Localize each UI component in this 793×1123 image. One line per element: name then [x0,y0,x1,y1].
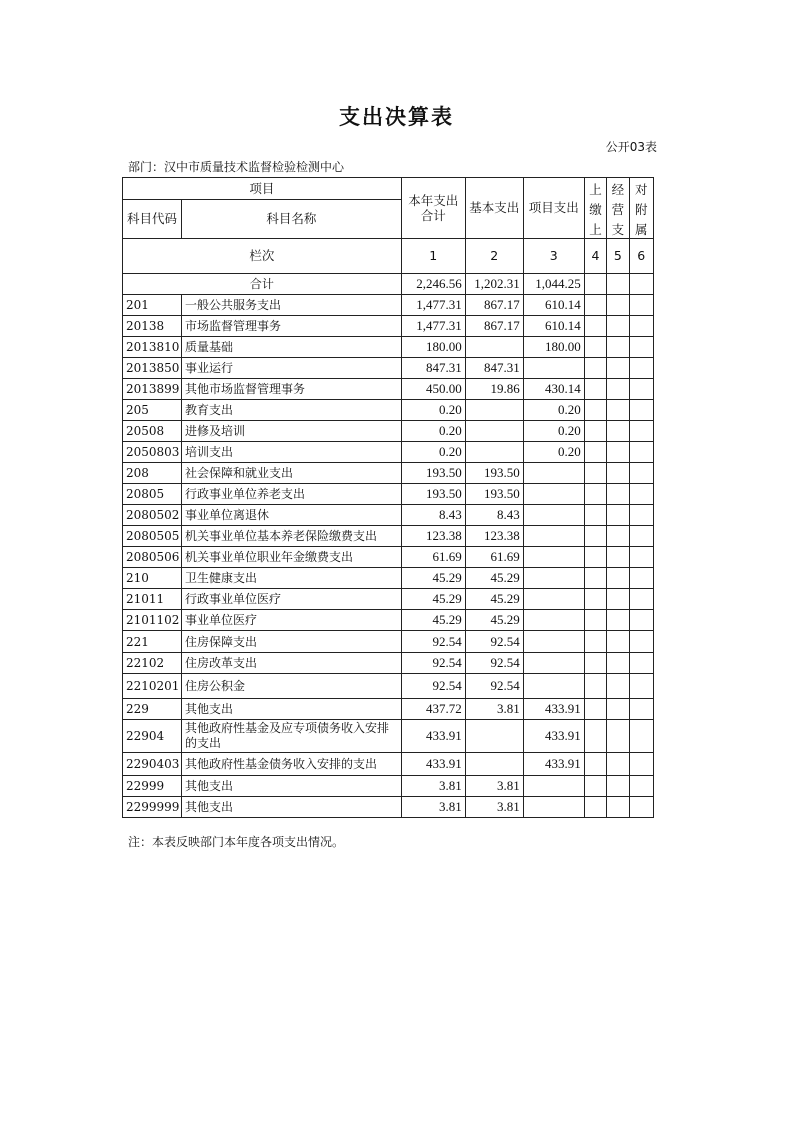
row-business [607,610,629,631]
row-name: 质量基础 [181,337,401,358]
row-basic [465,421,523,442]
row-project [523,505,584,526]
row-business [607,699,629,720]
row-name: 行政事业单位医疗 [181,589,401,610]
col-index-2: 2 [465,239,523,274]
row-upper [584,631,606,653]
row-code: 229 [123,699,182,720]
row-code: 2080505 [123,526,182,547]
col-index-5: 5 [607,239,629,274]
row-affiliated [629,653,653,674]
row-project [523,610,584,631]
row-total: 433.91 [401,753,465,776]
row-code: 2080506 [123,547,182,568]
table-row [123,753,654,776]
row-basic: 45.29 [465,568,523,589]
summary-affiliated [629,274,653,295]
row-project: 0.20 [523,400,584,421]
row-total: 45.29 [401,610,465,631]
row-upper [584,699,606,720]
table-row [123,463,654,484]
row-upper [584,589,606,610]
row-business [607,442,629,463]
summary-basic: 1,202.31 [465,274,523,295]
row-project [523,589,584,610]
summary-project: 1,044.25 [523,274,584,295]
header-project: 项目支出 [523,178,584,239]
row-project [523,526,584,547]
row-total: 1,477.31 [401,316,465,337]
row-business [607,421,629,442]
row-affiliated [629,547,653,568]
row-project: 0.20 [523,442,584,463]
row-basic [465,337,523,358]
row-name: 其他政府性基金债务收入安排的支出 [181,753,401,776]
row-project: 433.91 [523,753,584,776]
header-name: 科目名称 [181,200,401,239]
row-total: 180.00 [401,337,465,358]
row-total: 61.69 [401,547,465,568]
row-business [607,295,629,316]
row-project [523,463,584,484]
row-basic: 19.86 [465,379,523,400]
row-affiliated [629,316,653,337]
row-total: 193.50 [401,463,465,484]
summary-row [123,274,654,295]
row-name: 事业单位离退休 [181,505,401,526]
row-business [607,358,629,379]
row-basic: 193.50 [465,484,523,505]
table-row [123,547,654,568]
table-row [123,776,654,797]
row-affiliated [629,400,653,421]
row-upper [584,316,606,337]
row-code: 2290403 [123,753,182,776]
row-code: 2013850 [123,358,182,379]
table-row [123,400,654,421]
row-total: 92.54 [401,653,465,674]
row-affiliated [629,797,653,818]
summary-label: 合计 [123,274,402,295]
table-row [123,674,654,699]
row-project: 180.00 [523,337,584,358]
row-total: 45.29 [401,568,465,589]
row-business [607,797,629,818]
row-name: 其他支出 [181,776,401,797]
row-project: 430.14 [523,379,584,400]
row-basic: 123.38 [465,526,523,547]
table-row [123,797,654,818]
row-name: 卫生健康支出 [181,568,401,589]
row-total: 847.31 [401,358,465,379]
summary-upper [584,274,606,295]
summary-total: 2,246.56 [401,274,465,295]
row-upper [584,720,606,753]
row-upper [584,653,606,674]
row-code: 210 [123,568,182,589]
row-code: 20508 [123,421,182,442]
row-code: 201 [123,295,182,316]
row-name: 住房改革支出 [181,653,401,674]
row-business [607,568,629,589]
row-name: 其他支出 [181,797,401,818]
row-project: 433.91 [523,720,584,753]
row-business [607,484,629,505]
row-code: 22999 [123,776,182,797]
row-basic [465,442,523,463]
table-row [123,337,654,358]
row-name: 行政事业单位养老支出 [181,484,401,505]
row-total: 193.50 [401,484,465,505]
row-affiliated [629,463,653,484]
table-row [123,631,654,653]
row-basic: 8.43 [465,505,523,526]
header-total: 本年支出合计 [401,178,465,239]
row-code: 2013810 [123,337,182,358]
row-business [607,400,629,421]
row-code: 205 [123,400,182,421]
row-basic [465,400,523,421]
table-row [123,610,654,631]
row-total: 92.54 [401,631,465,653]
row-affiliated [629,442,653,463]
row-total: 0.20 [401,421,465,442]
row-upper [584,797,606,818]
row-code: 22102 [123,653,182,674]
row-basic: 92.54 [465,631,523,653]
header-item: 项目 [123,178,402,200]
row-code: 2101102 [123,610,182,631]
row-upper [584,421,606,442]
table-row [123,568,654,589]
row-total: 433.91 [401,720,465,753]
summary-business [607,274,629,295]
row-affiliated [629,631,653,653]
row-project [523,568,584,589]
row-name: 培训支出 [181,442,401,463]
row-affiliated [629,589,653,610]
table-row [123,379,654,400]
row-business [607,753,629,776]
header-basic: 基本支出 [465,178,523,239]
row-name: 机关事业单位基本养老保险缴费支出 [181,526,401,547]
row-basic: 3.81 [465,776,523,797]
row-project [523,484,584,505]
row-name: 进修及培训 [181,421,401,442]
row-name: 住房公积金 [181,674,401,699]
row-total: 92.54 [401,674,465,699]
row-name: 其他支出 [181,699,401,720]
row-business [607,547,629,568]
row-name: 其他市场监督管理事务 [181,379,401,400]
row-name: 一般公共服务支出 [181,295,401,316]
row-affiliated [629,295,653,316]
row-total: 1,477.31 [401,295,465,316]
row-upper [584,337,606,358]
row-project: 610.14 [523,295,584,316]
row-affiliated [629,610,653,631]
row-name: 事业单位医疗 [181,610,401,631]
row-business [607,653,629,674]
row-affiliated [629,484,653,505]
row-affiliated [629,505,653,526]
row-name: 事业运行 [181,358,401,379]
row-project [523,358,584,379]
table-row [123,484,654,505]
row-basic: 92.54 [465,674,523,699]
row-business [607,674,629,699]
table-row [123,653,654,674]
row-name: 住房保障支出 [181,631,401,653]
row-basic: 3.81 [465,797,523,818]
table-row [123,442,654,463]
row-upper [584,295,606,316]
row-total: 0.20 [401,400,465,421]
table-row [123,505,654,526]
row-basic [465,720,523,753]
row-affiliated [629,358,653,379]
header-row-label: 栏次 [123,239,402,274]
row-code: 221 [123,631,182,653]
row-affiliated [629,526,653,547]
row-affiliated [629,421,653,442]
table-row [123,589,654,610]
row-code: 2210201 [123,674,182,699]
row-project [523,547,584,568]
row-affiliated [629,720,653,753]
expenditure-table [122,177,654,818]
row-code: 2050803 [123,442,182,463]
row-business [607,463,629,484]
row-total: 3.81 [401,797,465,818]
row-upper [584,674,606,699]
row-basic: 867.17 [465,295,523,316]
row-name: 市场监督管理事务 [181,316,401,337]
row-code: 20138 [123,316,182,337]
table-row [123,720,654,753]
row-affiliated [629,379,653,400]
row-code: 2299999 [123,797,182,818]
row-business [607,589,629,610]
row-upper [584,610,606,631]
row-total: 45.29 [401,589,465,610]
form-number: 公开03表 [605,140,657,154]
row-upper [584,463,606,484]
row-project: 0.20 [523,421,584,442]
row-upper [584,568,606,589]
row-project: 433.91 [523,699,584,720]
row-code: 2013899 [123,379,182,400]
row-total: 0.20 [401,442,465,463]
row-affiliated [629,674,653,699]
row-affiliated [629,568,653,589]
row-basic: 193.50 [465,463,523,484]
row-code: 208 [123,463,182,484]
table-row [123,526,654,547]
row-basic: 847.31 [465,358,523,379]
row-project: 610.14 [523,316,584,337]
row-upper [584,526,606,547]
header-affiliated: 对附属 [629,178,653,239]
row-affiliated [629,753,653,776]
row-business [607,526,629,547]
row-business [607,776,629,797]
row-total: 123.38 [401,526,465,547]
row-total: 450.00 [401,379,465,400]
row-business [607,316,629,337]
row-code: 20805 [123,484,182,505]
row-basic: 45.29 [465,610,523,631]
row-business [607,720,629,753]
row-upper [584,379,606,400]
col-index-1: 1 [401,239,465,274]
row-name: 教育支出 [181,400,401,421]
row-code: 22904 [123,720,182,753]
table-row [123,421,654,442]
page-title: 支出决算表 [339,105,454,129]
header-upper: 上缴上 [584,178,606,239]
row-basic: 3.81 [465,699,523,720]
row-upper [584,547,606,568]
row-project [523,674,584,699]
row-project [523,797,584,818]
row-code: 2080502 [123,505,182,526]
row-business [607,379,629,400]
table-row [123,699,654,720]
row-affiliated [629,776,653,797]
row-total: 8.43 [401,505,465,526]
col-index-6: 6 [629,239,653,274]
row-upper [584,505,606,526]
row-name: 社会保障和就业支出 [181,463,401,484]
row-basic: 92.54 [465,653,523,674]
row-upper [584,400,606,421]
row-code: 21011 [123,589,182,610]
row-project [523,631,584,653]
row-upper [584,442,606,463]
department-label: 部门：汉中市质量技术监督检验检测中心 [128,160,345,174]
row-business [607,631,629,653]
row-upper [584,776,606,797]
row-affiliated [629,337,653,358]
col-index-4: 4 [584,239,606,274]
row-basic: 61.69 [465,547,523,568]
row-total: 437.72 [401,699,465,720]
row-affiliated [629,699,653,720]
header-business: 经营支 [607,178,629,239]
row-upper [584,484,606,505]
footnote: 注：本表反映部门本年度各项支出情况。 [128,835,345,849]
row-project [523,653,584,674]
row-basic: 45.29 [465,589,523,610]
row-total: 3.81 [401,776,465,797]
table-row [123,316,654,337]
row-upper [584,753,606,776]
row-project [523,776,584,797]
col-index-3: 3 [523,239,584,274]
row-business [607,337,629,358]
row-basic [465,753,523,776]
header-code: 科目代码 [123,200,182,239]
row-upper [584,358,606,379]
row-name: 其他政府性基金及应专项债务收入安排的支出 [181,720,401,753]
row-name: 机关事业单位职业年金缴费支出 [181,547,401,568]
row-basic: 867.17 [465,316,523,337]
table-row [123,358,654,379]
row-business [607,505,629,526]
table-row [123,295,654,316]
